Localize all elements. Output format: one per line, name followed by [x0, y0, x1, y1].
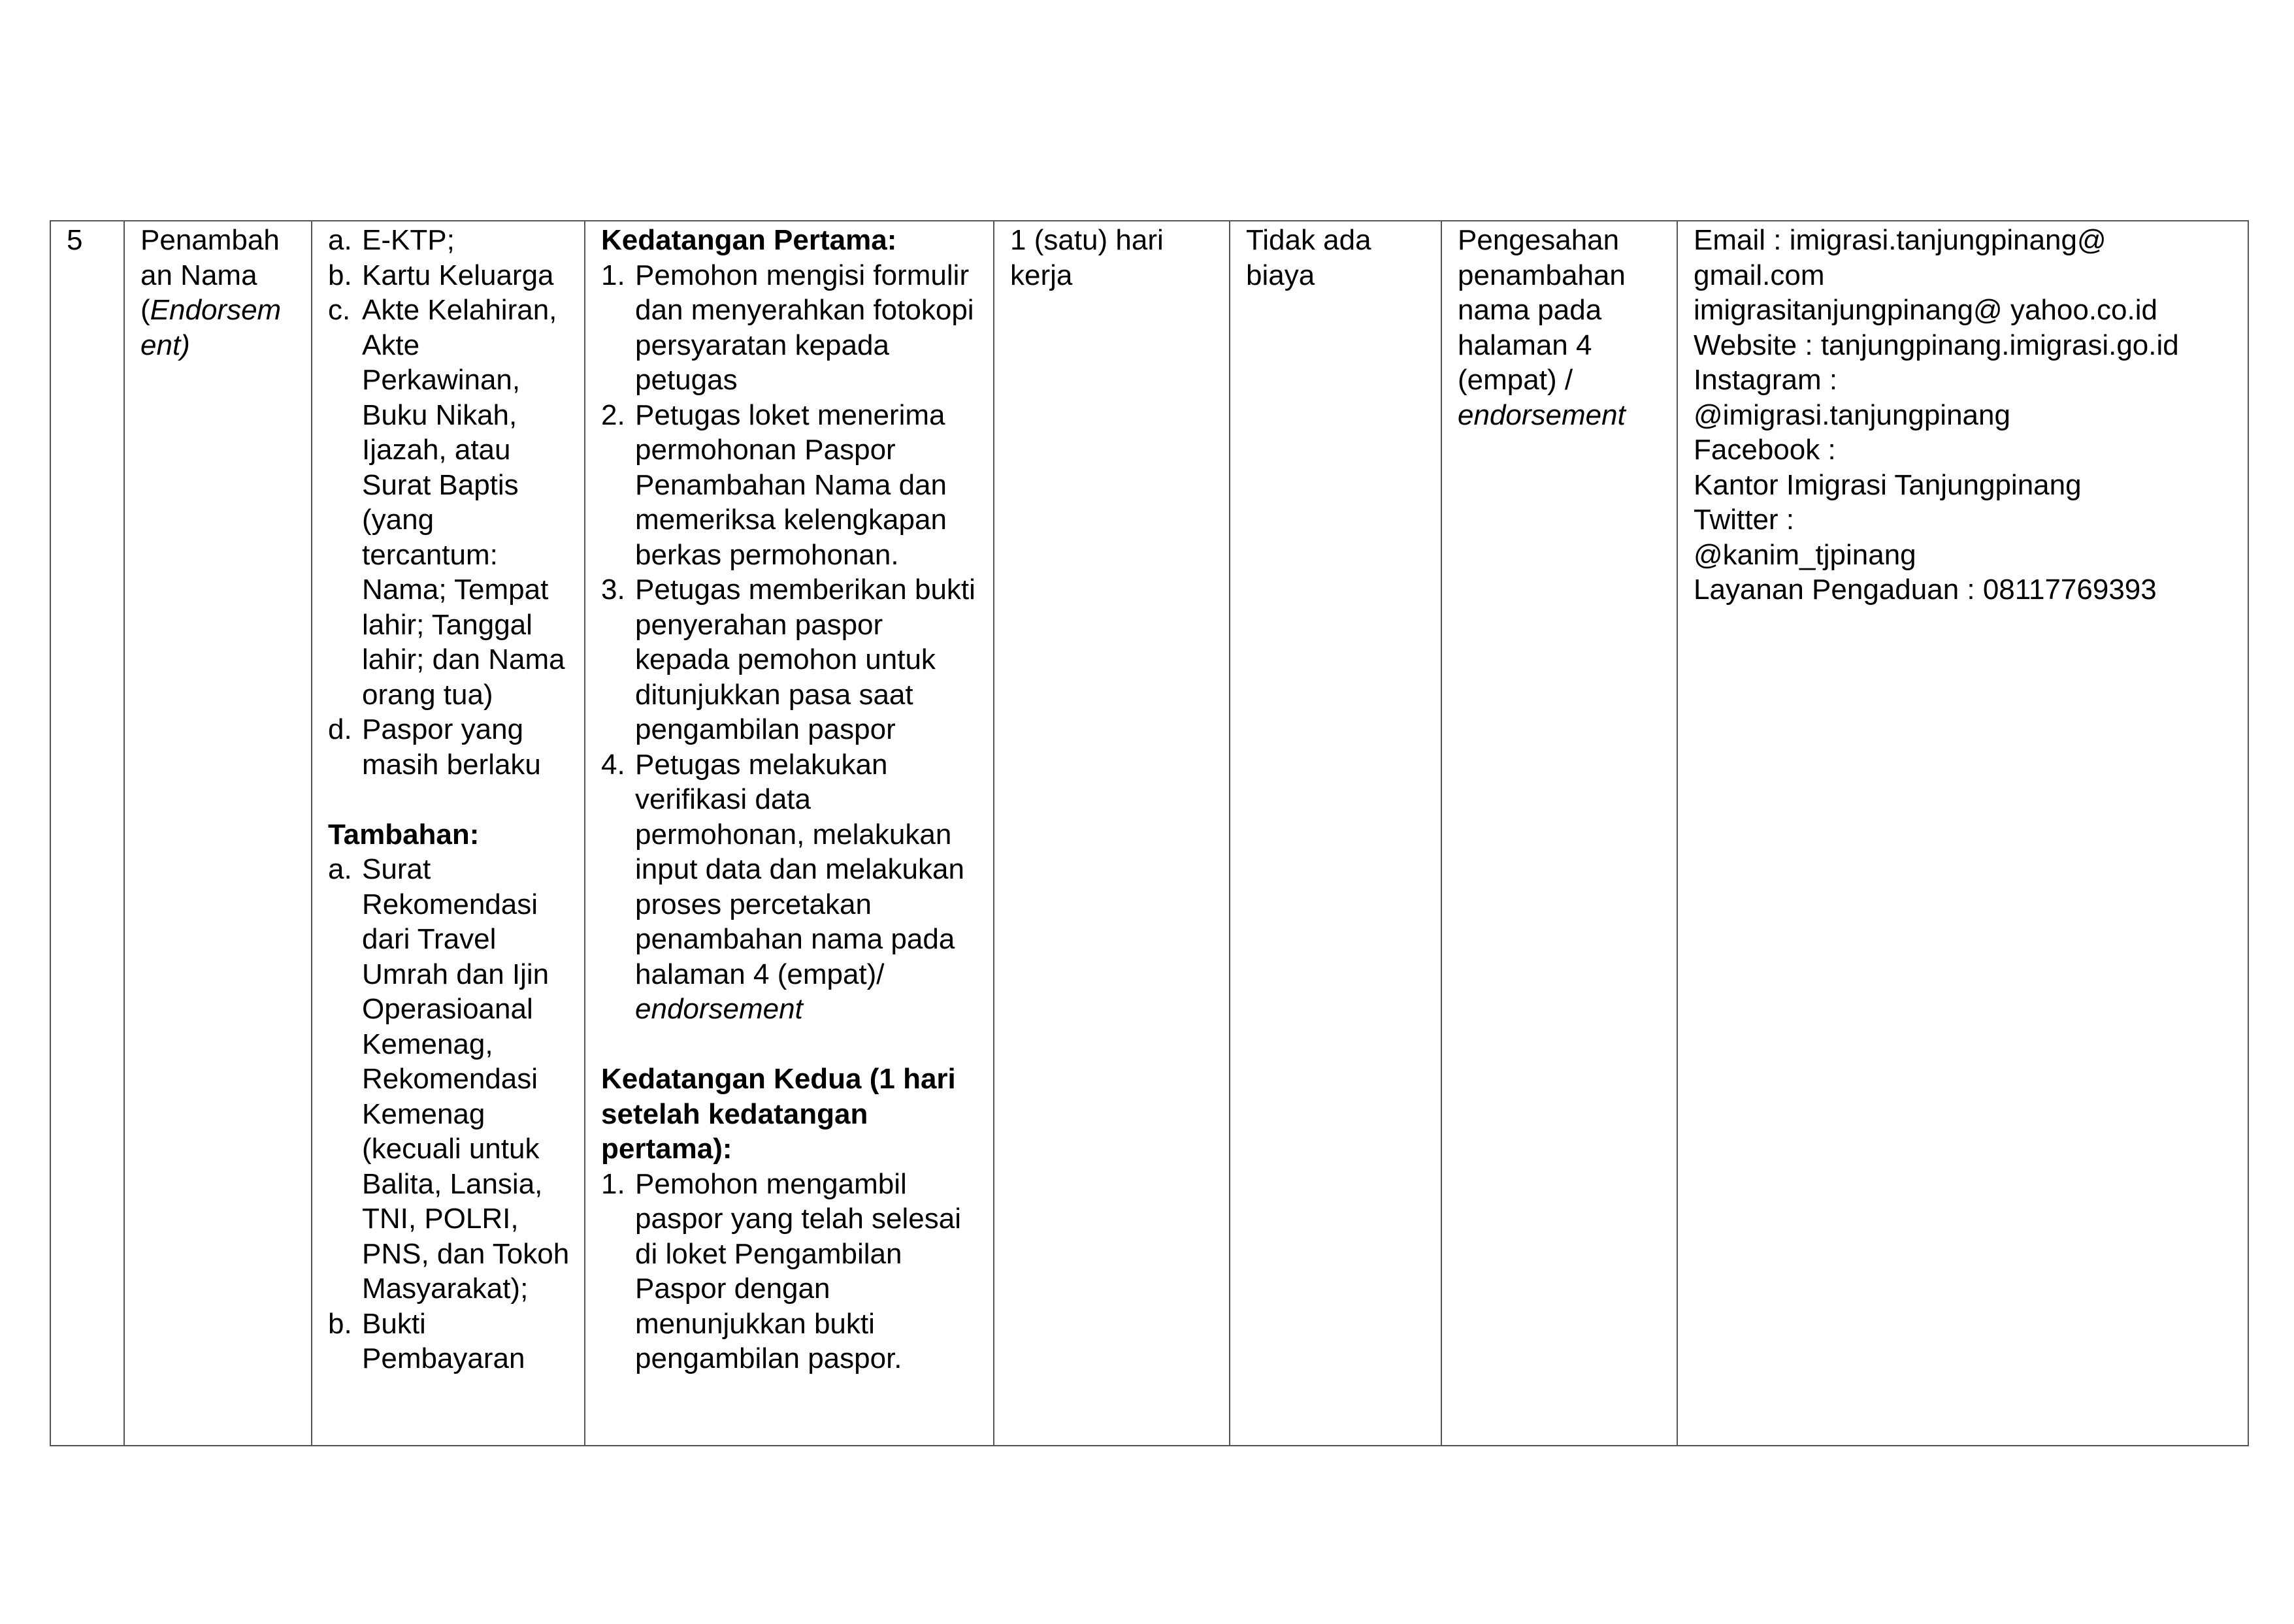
second-visit-steps [601, 1167, 984, 1376]
cost-text: Tidak ada biaya [1246, 224, 1371, 291]
product-cell [1441, 221, 1677, 1446]
list-item: a. E-KTP; [328, 224, 455, 256]
first-visit-steps [601, 258, 984, 1027]
contact-complaint: Layanan Pengaduan : 08117769393 [1694, 574, 2157, 606]
service-name-line2: an Nama [140, 259, 257, 291]
contact-email: Email : imigrasi.tanjungpinang@ [1694, 224, 2106, 256]
list-item: b. Kartu Keluarga [328, 259, 554, 291]
duration-text: 1 (satu) hari kerja [1010, 224, 1164, 291]
list-item: c. Akte Kelahiran, Akte Perkawinan, Buku Nikah, Ijazah, atau Surat Baptis (yang tercantum: Nama; Tempat lahir; Tanggal lahir; dan Nama orang tua) [328, 294, 565, 711]
cost-cell [1230, 221, 1441, 1446]
contact-instagram-label: Instagram : [1694, 364, 1838, 396]
duration-cell [994, 221, 1230, 1446]
contact-cell [1677, 221, 2248, 1446]
list-item: 4. Petugas melakukan verifikasi data permohonan, melakukan input data dan melakukan proses percetakan penambahan nama pada halaman 4 (empat)/ endorsement [601, 747, 984, 1027]
first-visit-heading: Kedatangan Pertama: [601, 224, 897, 256]
spacer [328, 782, 575, 817]
procedure-cell [585, 221, 994, 1446]
contact-email-domain: gmail.com [1694, 259, 1825, 291]
list-item: b. Bukti Pembayaran [328, 1307, 525, 1374]
contact-twitter: @kanim_tjpinang [1694, 538, 1916, 571]
contact-instagram: @imigrasi.tanjungpinang [1694, 398, 2010, 431]
extra-requirements-heading: Tambahan: [328, 818, 480, 851]
service-name-endorse-2: ent) [140, 329, 190, 361]
list-item: 2. Petugas loket menerima permohonan Paspor Penambahan Nama dan memeriksa kelengkapan berkas permohonan. [601, 398, 947, 571]
service-table [50, 220, 2249, 1446]
product-text: Pengesahan penambahan nama pada halaman 4 (empat) / [1458, 224, 1626, 396]
list-item: 3. Petugas memberikan bukti penyerahan paspor kepada pemohon untuk ditunjukkan pasa saat pengambilan paspor [601, 574, 975, 745]
contact-twitter-label: Twitter : [1694, 504, 1795, 536]
product-italic: endorsement [1458, 398, 1626, 431]
spacer [601, 1027, 984, 1062]
extra-requirements-list [328, 852, 575, 1376]
list-item: 1. Pemohon mengisi formulir dan menyerahkan fotokopi persyaratan kepada petugas [601, 259, 974, 396]
service-name-endorse: (Endorsem [140, 294, 282, 326]
row-number: 5 [67, 224, 83, 256]
row-number-cell [50, 221, 124, 1446]
requirements-cell [312, 221, 585, 1446]
contact-facebook: Kantor Imigrasi Tanjungpinang [1694, 468, 2082, 501]
step-text: Petugas melakukan verifikasi data permohonan, melakukan input data dan melakukan proses percetakan penambahan nama pada halaman 4 (empat)/ endorsement [635, 748, 964, 1025]
list-item: 1. Pemohon mengambil paspor yang telah selesai di loket Pengambilan Paspor dengan menunjukkan bukti pengambilan paspor. [601, 1167, 961, 1374]
contact-email-alt: imigrasitanjungpinang@ yahoo.co.id [1694, 294, 2157, 326]
contact-website: Website : tanjungpinang.imigrasi.go.id [1694, 329, 2179, 361]
service-name-line1: Penambah [140, 224, 280, 256]
contact-facebook-label: Facebook : [1694, 434, 1836, 466]
list-item: a. Surat Rekomendasi dari Travel Umrah dan Ijin Operasioanal Kemenag, Rekomendasi Kemenag (kecuali untuk Balita, Lansia, TNI, POLRI, PNS, dan Tokoh Masyarakat); [328, 853, 570, 1305]
list-item: d. Paspor yang masih berlaku [328, 713, 541, 781]
requirements-list [328, 223, 575, 782]
second-visit-heading: Kedatangan Kedua (1 hari setelah kedatangan pertama): [601, 1063, 956, 1165]
table-row [50, 221, 2248, 1446]
service-name-cell [124, 221, 312, 1446]
